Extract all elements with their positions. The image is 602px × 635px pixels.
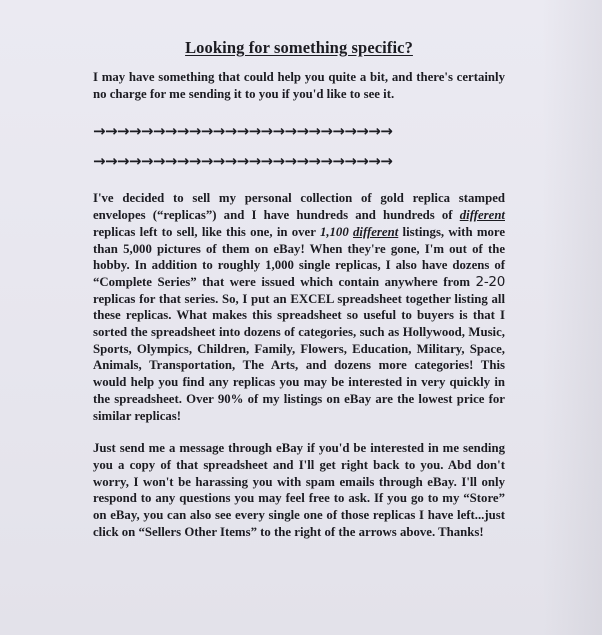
body-text: replicas for that series. So, I put an EXCEL spreadsheet together listing all these replicas. What makes this spreadsheet so useful to buyers is that I sorted the spreadsheet into dozens of categories, such as Hollywood, Music, Sports, Olympics, Children, Family, Flowers, Education, Military, Space, Animals, Transportation, The Arts, and dozens more categories! This would help you find any replicas you may be interested in very quickly in the spreadsheet. Over 90% of my listings on eBay are the lowest price for similar replicas! bbox=[93, 291, 505, 423]
right-arrow-icon: →→→→→→→→→→→→→→→→→→→→→→→→→ bbox=[93, 152, 393, 171]
body-text: replicas left to sell, like this one, in over bbox=[93, 224, 320, 239]
right-arrow-icon: →→→→→→→→→→→→→→→→→→→→→→→→→ bbox=[93, 122, 393, 141]
intro-paragraph: I may have something that could help you quite a bit, and there's certainly no charge for me sending it to you if you'd like to see it. bbox=[93, 70, 505, 101]
flyer-content bbox=[93, 38, 505, 540]
body-text: listings, with more than 5,000 pictures of them on eBay! When they're gone, I'm out of the hobby. In addition to roughly 1,000 single replicas, I also have dozens of “Complete Series” that were issued which contain anywhere from bbox=[93, 224, 506, 289]
body-text: I've decided to sell my personal collection of gold replica stamped envelopes (“replicas”) and I have hundreds and hundreds of bbox=[93, 191, 505, 223]
closing-paragraph: Just send me a message through eBay if you'd be interested in me sending you a copy of that spreadsheet and I'll get right back to you. Abd don't worry, I won't be harassing you with spam emails through eBay. I'll only respond to any questions you may feel free to ask. If you go to my “Store” on eBay, you can also see every single one of those replicas I have left...just click on “Sellers Other Items” to the right of the arrows above. Thanks! bbox=[93, 441, 505, 539]
page-title: Looking for something specific? bbox=[185, 38, 413, 57]
arrow-rows bbox=[93, 116, 505, 176]
emphasis-count: 1,100 bbox=[319, 224, 349, 239]
handwritten-range: 2-20 bbox=[475, 273, 505, 290]
emphasis-different: different bbox=[459, 208, 505, 223]
emphasis-different: different bbox=[353, 224, 399, 239]
body-paragraph bbox=[93, 190, 505, 424]
paper-shadow bbox=[542, 0, 602, 635]
